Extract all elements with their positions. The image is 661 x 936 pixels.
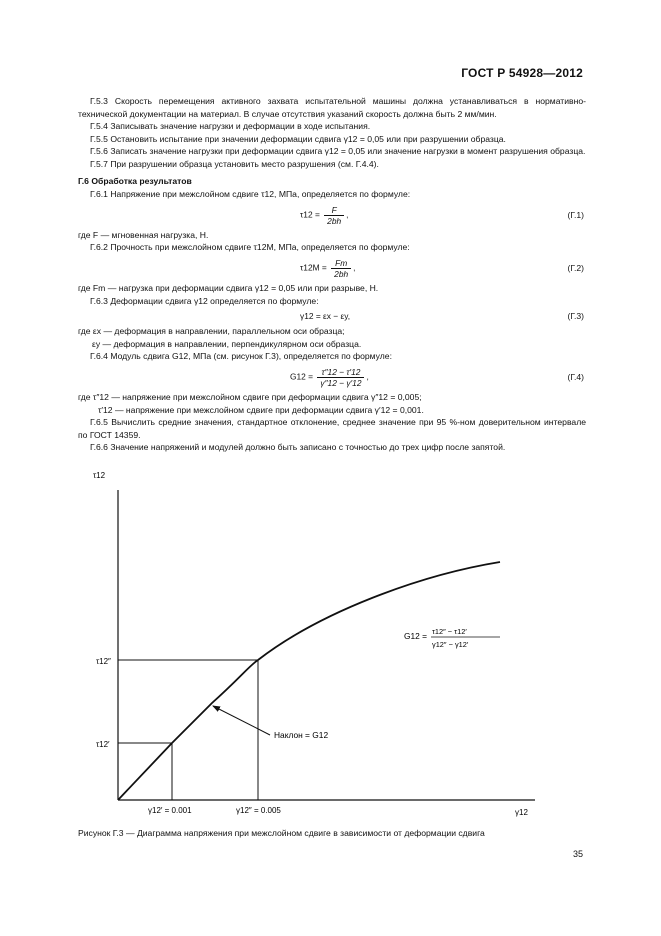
paragraph-g64: Г.6.4 Модуль сдвига G12, МПа (см. рисунок Г.3), определяется по формуле: (90, 351, 392, 362)
where-t2: где τ″12 — напряжение при межслойном сдвиге при деформации сдвига γ″12 = 0,005; (78, 391, 422, 402)
g12-formula-den: γ12″ − γ12′ (432, 640, 469, 649)
formula-g2-den: 2bh (334, 268, 349, 279)
where-t1: τ′12 — напряжение при межслойном сдвиге при деформации сдвига γ′12 = 0,001. (98, 404, 424, 415)
y-tick-tau2: τ12″ (96, 657, 111, 666)
paragraph-g55: Г.5.5 Остановить испытание при значении деформации сдвига γ12 = 0,05 или при разрушении образца. (90, 133, 506, 144)
formula-g2-lhs: τ12M = (300, 262, 327, 273)
formula-g1-den: 2bh (327, 215, 342, 226)
formula-g2-number: (Г.2) (567, 262, 584, 273)
x-tick-gamma1: γ12′ = 0.001 (148, 806, 192, 815)
slope-label: Наклон = G12 (274, 730, 329, 740)
g12-formula-lhs: G12 = (404, 631, 428, 641)
where-ey: εy — деформация в направлении, перпендикулярном оси образца. (92, 338, 362, 349)
formula-g4-tail: , (366, 371, 369, 382)
formula-g3-text: γ12 = εx − εy, (300, 311, 351, 322)
figure-caption: Рисунок Г.3 — Диаграмма напряжения при межслойном сдвиге в зависимости от деформации сдвига (78, 828, 485, 838)
paragraph-g54: Г.5.4 Записывать значение нагрузки и деформации в ходе испытания. (90, 121, 371, 132)
stress-strain-curve (118, 562, 500, 800)
y-tick-tau1: τ12′ (96, 740, 110, 749)
y-axis-label: τ12 (93, 471, 106, 480)
x-axis-label: γ12 (515, 808, 528, 817)
formula-g3-number: (Г.3) (567, 311, 584, 322)
formula-g1-num: F (324, 205, 344, 216)
formula-g2-tail: , (353, 262, 356, 273)
formula-g4-lhs: G12 = (290, 371, 314, 382)
g12-formula-num: τ12″ − τ12′ (432, 627, 467, 636)
formula-g4-den: γ″12 − γ′12 (320, 377, 362, 388)
paragraph-g62: Г.6.2 Прочность при межслойном сдвиге τ12M, МПа, определяется по формуле: (90, 242, 410, 253)
paragraph-g56: Г.5.6 Записать значение нагрузки при деформации сдвига γ12 = 0,05 или значение нагрузки в момент разрушения образца. (90, 146, 586, 157)
paragraph-g61: Г.6.1 Напряжение при межслойном сдвиге τ12, МПа, определяется по формуле: (90, 189, 411, 200)
section-title-g6: Г.6 Обработка результатов (78, 175, 192, 186)
where-ex: где εx — деформация в направлении, параллельном оси образца; (78, 326, 345, 337)
x-tick-gamma2: γ12″ = 0.005 (236, 806, 281, 815)
paragraph-g65: Г.6.5 Вычислить средние значения, стандартное отклонение, среднее значение при 95 %-ном доверительном интервале по ГОСТ 14359. (78, 417, 586, 440)
formula-g1-number: (Г.1) (567, 209, 584, 220)
where-fm: где Fm — нагрузка при деформации сдвига γ12 = 0,05 или при разрыве, Н. (78, 282, 379, 293)
standard-header: ГОСТ Р 54928—2012 (461, 66, 583, 80)
where-f: где F — мгновенная нагрузка, Н. (78, 229, 209, 240)
formula-g1-lhs: τ12 = (300, 209, 320, 220)
formula-g2-num: Fm (331, 258, 351, 269)
formula-g4-number: (Г.4) (567, 371, 584, 382)
page-number: 35 (572, 849, 583, 859)
paragraph-g53: Г.5.3 Скорость перемещения активного захвата испытательной машины должна устанавливаться в нормативно-технической документации на материал. В случае отсутствия указаний скорость должна быть 2 мм/мин. (78, 96, 586, 119)
paragraph-g66: Г.6.6 Значение напряжений и модулей должно быть записано с точностью до трех цифр после запятой. (90, 442, 506, 453)
slope-arrow (213, 706, 270, 735)
paragraph-g63: Г.6.3 Деформации сдвига γ12 определяется по формуле: (90, 295, 319, 306)
formula-g4-num: τ″12 − τ′12 (317, 367, 364, 378)
formula-g1-tail: , (346, 209, 349, 220)
paragraph-g57: Г.5.7 При разрушении образца установить место разрушения (см. Г.4.4). (90, 158, 379, 169)
